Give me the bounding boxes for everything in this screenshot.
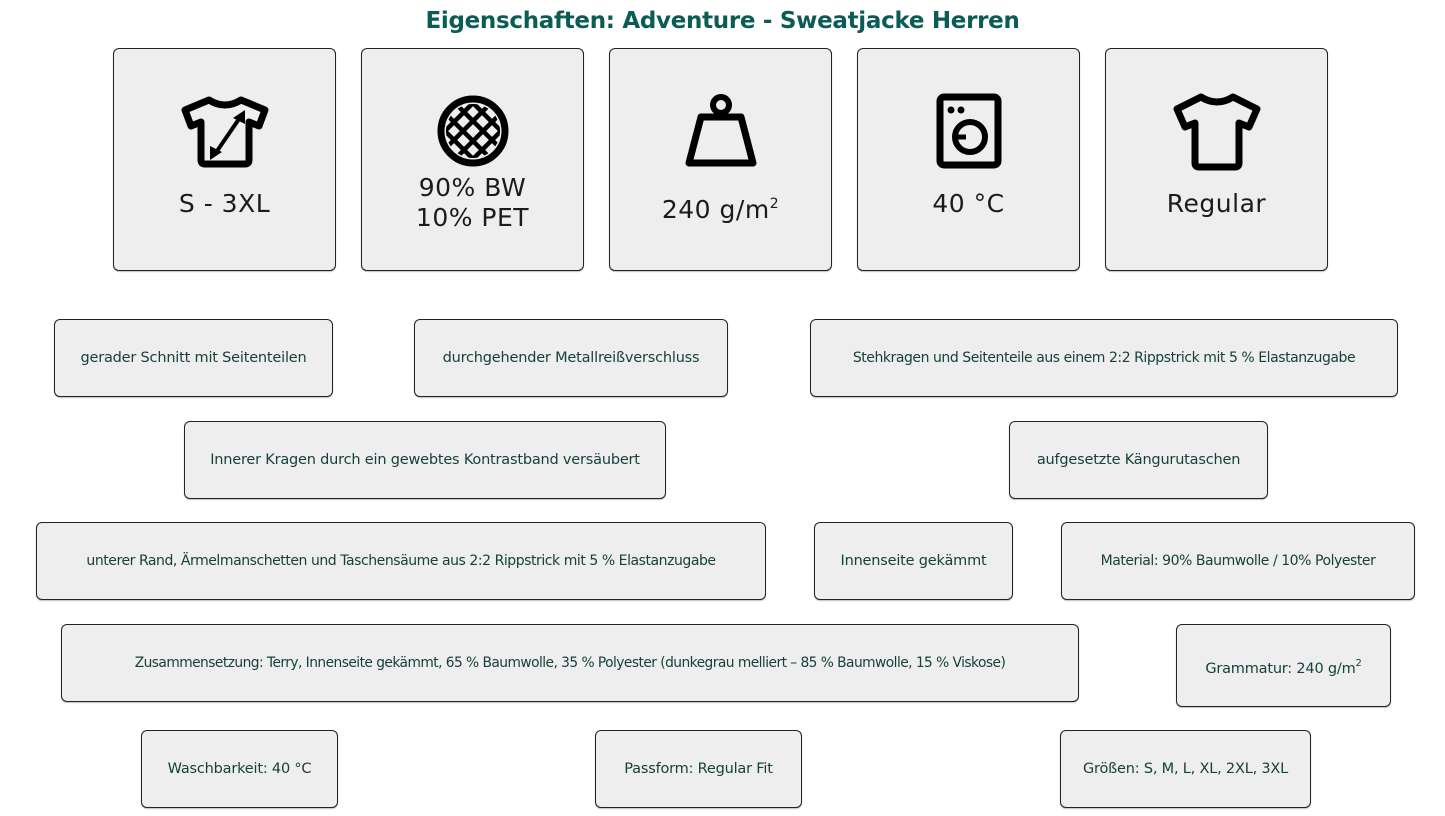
property-card-sizes — [113, 48, 336, 271]
feature-text — [1205, 658, 1361, 677]
feature-box — [1009, 421, 1268, 499]
feature-text: Material: 90% Baumwolle / 10% Polyester — [1100, 553, 1376, 569]
feature-box — [595, 730, 802, 808]
property-card-material — [361, 48, 584, 271]
feature-box — [54, 319, 333, 397]
feature-text-main: Grammatur: 240 g/m — [1205, 661, 1356, 677]
feature-box — [1061, 522, 1415, 600]
feature-box — [810, 319, 1398, 397]
card-label-line2: 10% PET — [415, 203, 530, 232]
card-label-sup: 2 — [769, 196, 780, 212]
tshirt-icon — [1167, 89, 1267, 173]
feature-text: Waschbarkeit: 40 °C — [167, 761, 312, 777]
feature-box — [141, 730, 338, 808]
feature-text: gerader Schnitt mit Seitenteilen — [80, 350, 307, 366]
card-label — [362, 173, 583, 233]
fabric-mesh-icon — [423, 89, 523, 173]
feature-text: Stehkragen und Seitenteile aus einem 2:2 Rippstrick mit 5 % Elastanzugabe — [852, 350, 1356, 366]
feature-text: Innenseite gekämmt — [840, 553, 987, 569]
feature-text-sup: 2 — [1355, 658, 1362, 669]
property-card-fit — [1105, 48, 1328, 271]
feature-box — [814, 522, 1013, 600]
feature-box — [184, 421, 666, 499]
feature-text: Größen: S, M, L, XL, 2XL, 3XL — [1082, 761, 1289, 777]
feature-text: durchgehender Metallreißverschluss — [442, 350, 700, 366]
tshirt-size-arrow-icon — [175, 89, 275, 173]
page-title: Eigenschaften: Adventure - Sweatjacke Herren — [425, 8, 1020, 34]
feature-box — [414, 319, 728, 397]
card-label-main: 240 g/m — [661, 195, 770, 224]
card-label — [610, 189, 831, 225]
feature-text: Zusammensetzung: Terry, Innenseite gekämmt, 65 % Baumwolle, 35 % Polyester (dunkegrau melliert – 85 % Baumwolle, 15 % Viskose) — [134, 655, 1006, 671]
feature-text: aufgesetzte Kängurutaschen — [1036, 452, 1241, 468]
feature-box — [61, 624, 1079, 702]
card-label: 40 °C — [932, 189, 1005, 218]
feature-box — [36, 522, 766, 600]
card-label: Regular — [1166, 189, 1267, 218]
feature-text: Passform: Regular Fit — [624, 761, 773, 777]
card-label: S - 3XL — [178, 189, 271, 218]
feature-text: unterer Rand, Ärmelmanschetten und Taschensäume aus 2:2 Rippstrick mit 5 % Elastanzugabe — [86, 553, 716, 569]
card-label-line1: 90% BW — [418, 173, 527, 202]
property-card-washing — [857, 48, 1080, 271]
washing-machine-icon — [919, 89, 1019, 173]
property-card-weight — [609, 48, 832, 271]
feature-box — [1060, 730, 1311, 808]
weight-icon — [671, 89, 771, 173]
feature-box — [1176, 624, 1391, 707]
feature-text: Innerer Kragen durch ein gewebtes Kontrastband versäubert — [210, 452, 640, 468]
